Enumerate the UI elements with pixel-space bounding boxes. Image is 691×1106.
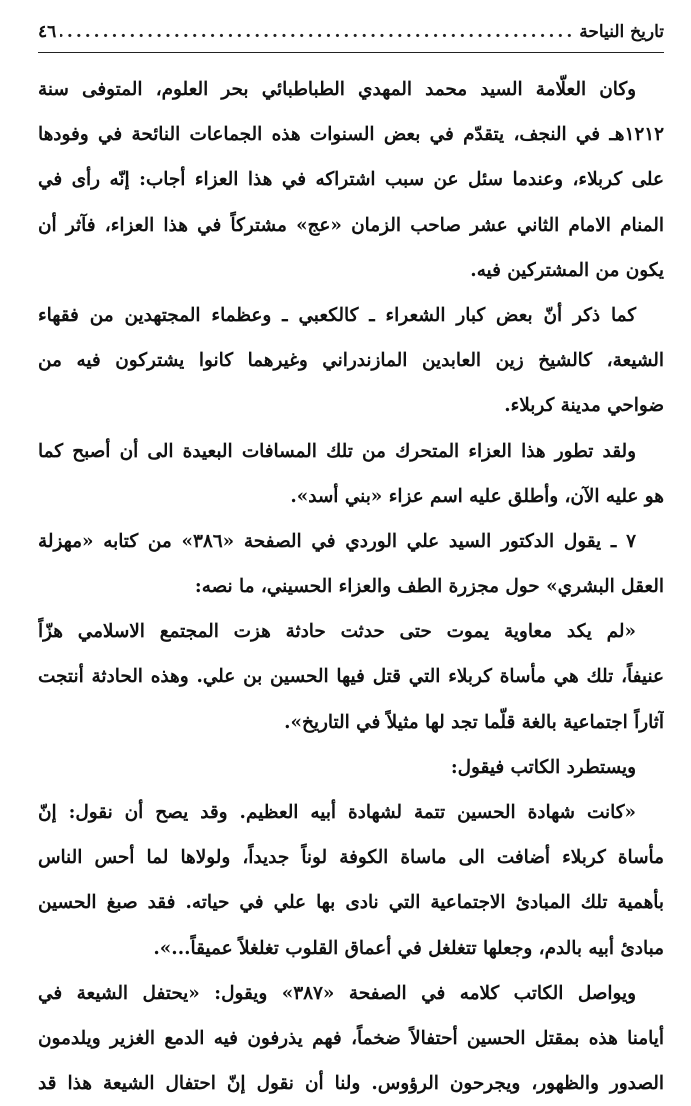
text-line: ويستطرد الكاتب فيقول: — [450, 756, 636, 778]
text-line: المنام الامام الثاني عشر صاحب الزمان «عج» مشتركاً في هذا العزاء، فآثر أن — [38, 214, 664, 236]
text-line: ولقد تطور هذا العزاء المتحرك من تلك المسافات البعيدة الى أن أصبح كما — [38, 440, 636, 462]
text-line: على كربلاء، وعندما سئل عن سبب اشتراكه في هذا العزاء أجاب: إنّه رأى في — [38, 169, 664, 191]
text-line: الصدور والظهور، ويجرحون الرؤوس. ولنا أن نقول إنّ احتفال الشيعة هذا قد — [38, 1073, 664, 1095]
text-line: ١٢١٢هـ في النجف، يتقدّم في بعض السنوات هذه الجماعات النائحة في وفودها — [38, 124, 664, 146]
text-line: ويواصل الكاتب كلامه في الصفحة «٣٨٧» ويقول: «يحتفل الشيعة في — [38, 982, 636, 1004]
text-line: الشيعة، كالشيخ زين العابدين المازندراني وغيرهما كانوا يشتركون فيه من — [38, 350, 664, 372]
text-line: ضواحي مدينة كربلاء. — [504, 395, 664, 417]
text-line: بأهمية تلك المبادئ الاجتماعية التي نادى بها علي في حياته. فقد صبغ الحسين — [38, 892, 664, 914]
text-line: مبادئ أبيه بالدم، وجعلها تتغلغل في أعماق القلوب تغلغلاً عميقاً...». — [153, 937, 664, 959]
text-line: عنيفاً، تلك هي مأساة كربلاء التي قتل فيها الحسين بن علي. وهذه الحادثة أنتجت — [38, 666, 664, 688]
text-line: العقل البشري» حول مجزرة الطف والعزاء الحسيني، ما نصه: — [194, 576, 664, 598]
header-rule — [38, 52, 664, 53]
text-line: آثاراً اجتماعية بالغة قلّما تجد لها مثيلاً في التاريخ». — [284, 711, 664, 733]
text-line: «كانت شهادة الحسين تتمة لشهادة أبيه العظيم. وقد يصح أن نقول: إنّ — [38, 802, 636, 823]
text-line: يكون من المشتركين فيه. — [470, 259, 664, 281]
running-header — [38, 22, 664, 50]
header-dot-leader — [60, 22, 575, 42]
text-line: وكان العلّامة السيد محمد المهدي الطباطبائي بحر العلوم، المتوفى سنة — [38, 79, 636, 100]
book-page — [38, 22, 664, 1095]
text-line: ٧ ـ يقول الدكتور السيد علي الوردي في الصفحة «٣٨٦» من كتابه «مهزلة — [38, 530, 636, 552]
text-line: هو عليه الآن، وأطلق عليه اسم عزاء «بني أسد». — [290, 485, 664, 507]
text-line: كما ذكر أنّ بعض كبار الشعراء ـ كالكعبي ـ وعظماء المجتهدين من فقهاء — [38, 304, 636, 326]
text-line: أيامنا هذه بمقتل الحسين أحتفالاً ضخماً، فهم يذرفون فيه الدمع الغزير ويلدمون — [38, 1027, 664, 1049]
book-title: تاريخ النياحة — [579, 22, 664, 42]
text-line: «لم يكد معاوية يموت حتى حدثت حادثة هزت المجتمع الاسلامي هزّاً — [38, 621, 636, 643]
page-number: ٤٦ — [38, 22, 57, 42]
text-line: مأساة كربلاء أضافت الى ماساة الكوفة لوناً جديداً، ولولاها لما أحس الناس — [38, 847, 664, 869]
body-text — [38, 67, 664, 1106]
